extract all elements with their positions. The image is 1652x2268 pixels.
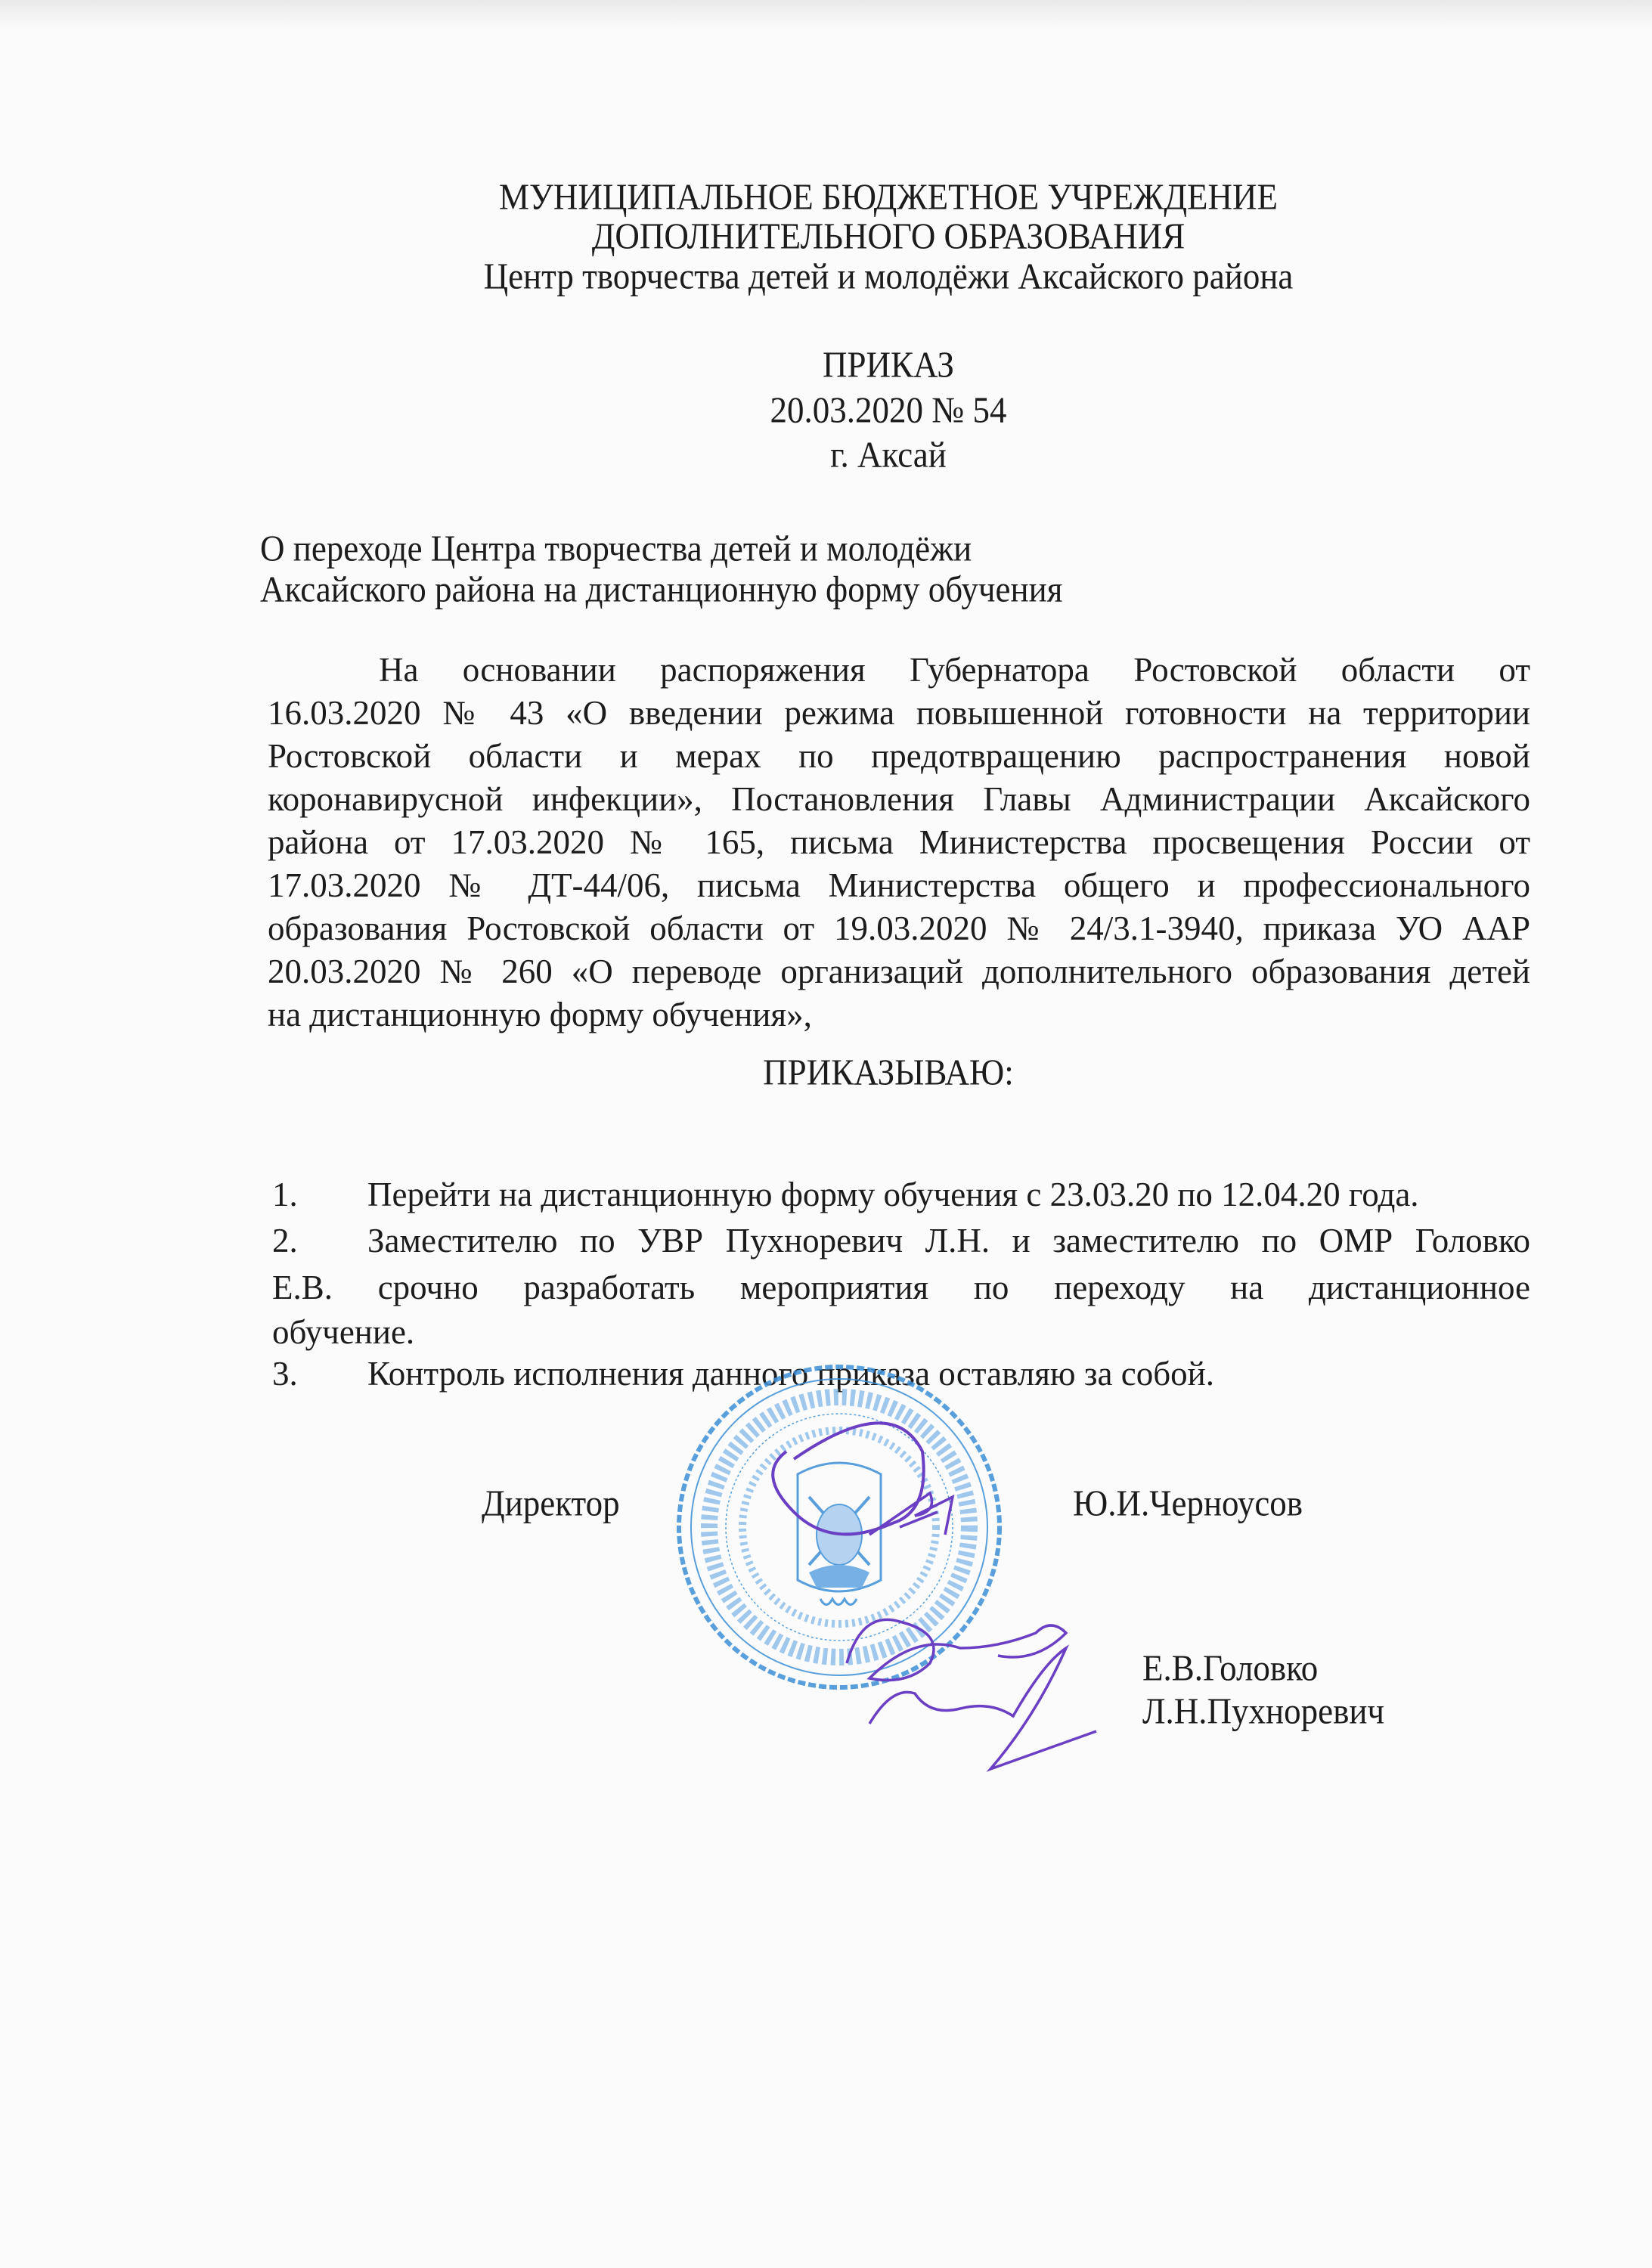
subject-line2: Аксайского района на дистанционную форму обучения xyxy=(260,569,1063,610)
item-text: Заместителю по УВР Пухноревич Л.Н. и заместителю по ОМР Головко xyxy=(367,1222,1530,1259)
order-place: г. Аксай xyxy=(830,434,947,476)
preamble-line: 17.03.2020 № ДТ-44/06, письма Министерства общего и профессионального xyxy=(268,866,1530,904)
decree-word: ПРИКАЗЫВАЮ: xyxy=(763,1052,1014,1093)
preamble-line: 16.03.2020 № 43 «О введении режима повышенной готовности на территории xyxy=(268,694,1530,732)
order-title: ПРИКАЗ xyxy=(823,344,954,386)
subject-line1: О переходе Центра творчества детей и молодёжи xyxy=(260,528,972,569)
order-date-number: 20.03.2020 № 54 xyxy=(770,389,1007,431)
item-number: 2. xyxy=(272,1222,298,1259)
preamble-line: коронавирусной инфекции», Постановления Главы Администрации Аксайского xyxy=(268,780,1530,818)
acquainted-name: Е.В.Головко xyxy=(1142,1647,1319,1689)
handwritten-signatures xyxy=(643,1361,1172,1784)
director-name: Ю.И.Черноусов xyxy=(1073,1483,1303,1524)
preamble-line: На основании распоряжения Губернатора Ростовской области от xyxy=(379,651,1530,689)
scan-edge xyxy=(0,0,1652,29)
preamble-line: на дистанционную форму обучения», xyxy=(268,996,812,1033)
preamble-line: 20.03.2020 № 260 «О переводе организаций дополнительного образования детей xyxy=(268,953,1530,990)
org-name-line1: МУНИЦИПАЛЬНОЕ БЮДЖЕТНОЕ УЧРЕЖДЕНИЕ xyxy=(499,176,1278,218)
item-number: 1. xyxy=(272,1176,298,1213)
item-text-continuation: Е.В. срочно разработать мероприятия по переходу на дистанционное xyxy=(272,1269,1530,1306)
item-number: 3. xyxy=(272,1355,298,1393)
item-text-continuation: обучение. xyxy=(272,1313,415,1351)
item-text: Контроль исполнения данного приказа оставляю за собой. xyxy=(367,1355,1214,1393)
org-name-line3: Центр творчества детей и молодёжи Аксайского района xyxy=(483,256,1294,297)
director-title: Директор xyxy=(482,1483,620,1524)
preamble-line: Ростовской области и мерах по предотвращению распространения новой xyxy=(268,737,1530,775)
acquainted-name: Л.Н.Пухноревич xyxy=(1142,1690,1385,1732)
org-name-line2: ДОПОЛНИТЕЛЬНОГО ОБРАЗОВАНИЯ xyxy=(591,215,1186,257)
preamble-paragraph xyxy=(268,649,1530,1036)
preamble-line: района от 17.03.2020 № 165, письма Министерства просвещения России от xyxy=(268,823,1530,861)
item-text: Перейти на дистанционную форму обучения с 23.03.20 по 12.04.20 года. xyxy=(367,1176,1419,1213)
preamble-line: образования Ростовской области от 19.03.2020 № 24/3.1-3940, приказа УО ААР xyxy=(268,909,1530,947)
